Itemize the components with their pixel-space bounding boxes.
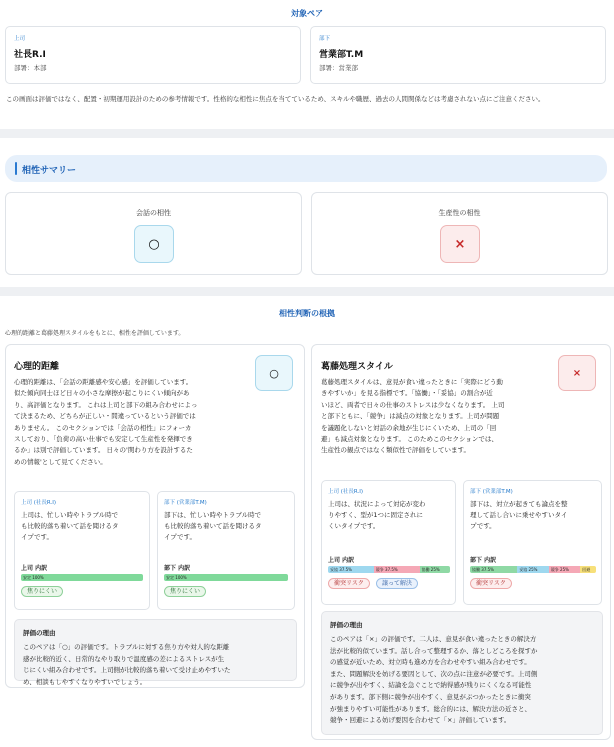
breakdown-segment: 回避 — [580, 566, 596, 573]
circle-mark-icon: ○ — [134, 225, 174, 263]
conflict-boss-breakdown-label: 上司 内訳 — [328, 557, 355, 564]
basis-subtitle: 心理的距離と葛藤処理スタイルをもとに、相性を評価しています。 — [5, 330, 185, 337]
circle-mark-icon: ○ — [255, 355, 293, 391]
subordinate-dept: 部署：営業部 — [319, 64, 358, 72]
conflict-boss-breakdown-bar — [328, 566, 450, 573]
cross-mark-icon: × — [558, 355, 596, 391]
summary-label-productivity: 生産性の相性 — [438, 209, 481, 217]
psych-distance-title: 心理的距離 — [14, 362, 60, 372]
boss-role-label: 上司 — [14, 36, 26, 42]
summary-accent-bar — [15, 162, 17, 175]
conflict-boss-tag-yield: 譲って解決 — [376, 578, 418, 589]
section-divider — [0, 129, 614, 138]
conflict-style-description: 葛藤処理スタイルは、意見が食い違ったときに「実際にどう動 きやすいか」を見る指標です。「協働」・「妥協」の割合が近 いほど、両者で日々の仕事のストレスは少なくなります。 上司 と部下ともに、「競争」は減点の対象となります。上司が問題 を議題化しないと対話の余地が生じにくいため、上司の「回 避」も減点対象となります。 このためこのセクションでは、 生産性の観点ではなく類似性で評価をしています。 — [321, 378, 505, 455]
summary-card-productivity — [311, 192, 608, 275]
summary-card-conversation — [5, 192, 302, 275]
breakdown-segment: 競争 25% — [549, 566, 581, 573]
section-divider — [0, 287, 614, 296]
conflict-subordinate-breakdown-label: 部下 内訳 — [470, 557, 497, 564]
conflict-style-panel — [311, 344, 611, 740]
breakdown-segment: 安定 100% — [21, 574, 143, 581]
disclaimer-note: この画面は評価ではなく、配置・初期運用設計のための参考情報です。性格的な相性に焦点を当てているため、スキルや職歴、過去の人間関係などは考慮されない点にご注意ください。 — [6, 95, 545, 103]
breakdown-segment: 妥協 25% — [517, 566, 549, 573]
conflict-boss-card — [321, 480, 456, 605]
boss-dept: 部署：本部 — [14, 64, 47, 72]
psych-subordinate-label: 部下 (営業部T.M) — [164, 500, 207, 506]
psych-subordinate-breakdown-label: 部下 内訳 — [164, 565, 191, 572]
psych-eval-title: 評価の理由 — [23, 629, 56, 637]
psych-boss-text: 上司は、忙しい時やトラブル時で も比較的落ち着いて話を聞けるタ イプです。 — [21, 511, 119, 542]
breakdown-segment: 協働 37.5% — [470, 566, 517, 573]
conflict-eval-body: このペアは「×」の評価です。二人は、意見が食い違ったときの解決方 法が比較的似ています。話し合って整理するか、落としどころを探すか の感覚が近いため、対立時も進め方を合わせやすい組み合わせです。 また、問題解決を妨げる要因として、次の点に注意が必要です。上司側 に競争が出やすく、結論を急ぐことで納得感が残りにくくなる可能性 があります。部下側に競争が出やすく、意見がぶつかったときに衝突 が強まりやすい可能性があります。総合的には、解決方法の近さと、 競争・回避による妨げ要因を合わせて「×」評価しています。 — [330, 635, 538, 725]
subordinate-role-label: 部下 — [319, 36, 331, 42]
psych-boss-label: 上司 (社長R.I) — [21, 500, 57, 506]
conflict-style-title: 葛藤処理スタイル — [321, 362, 393, 372]
pair-section-title: 対象ペア — [291, 9, 323, 18]
boss-card — [5, 26, 301, 84]
conflict-boss-tag-risk: 衝突リスク — [328, 578, 370, 589]
breakdown-segment: 競争 37.5% — [374, 566, 420, 573]
psych-subordinate-text: 部下は、忙しい時やトラブル時で も比較的落ち着いて話を聞けるタ イプです。 — [164, 511, 262, 542]
conflict-subordinate-card — [463, 480, 602, 605]
subordinate-card — [310, 26, 606, 84]
subordinate-name: 営業部T.M — [319, 50, 364, 60]
summary-label-conversation: 会話の相性 — [136, 209, 171, 217]
psych-boss-tag: 焦りにくい — [21, 586, 63, 597]
conflict-boss-text: 上司は、状況によって対応が変わ りやすく、型が1つに固定されに くいタイプです。 — [328, 500, 426, 531]
conflict-boss-label: 上司 (社長R.I) — [328, 489, 364, 495]
conflict-subordinate-text: 部下は、対立が起きても論点を整 理して話し合いに乗せやすいタイ プです。 — [470, 500, 568, 531]
psych-subordinate-breakdown-bar — [164, 574, 288, 581]
cross-mark-icon: × — [440, 225, 480, 263]
psych-boss-card — [14, 491, 150, 610]
breakdown-segment: 妥協 37.5% — [328, 566, 374, 573]
psych-eval-body: このペアは「○」の評価です。トラブルに対する焦り方や対人的な距離 感が比較的近く、日常的なやり取りで温度感の差によるストレスが生 じにくい組み合わせです。上司側が比較的落ち着いて受け止めやすいた め、相談もしやすくなりやすいでしょう。 — [23, 643, 231, 686]
conflict-subordinate-label: 部下 (営業部T.M) — [470, 489, 513, 495]
conflict-subordinate-tag-risk: 衝突リスク — [470, 578, 512, 589]
psych-subordinate-tag: 焦りにくい — [164, 586, 206, 597]
breakdown-segment: 協働 25% — [420, 566, 451, 573]
basis-section-title: 相性判断の根拠 — [279, 309, 335, 318]
boss-name: 社長R.I — [14, 50, 46, 60]
summary-header — [5, 155, 607, 182]
psych-boss-breakdown-bar — [21, 574, 143, 581]
breakdown-segment: 安定 100% — [164, 574, 288, 581]
psych-distance-panel — [5, 344, 305, 688]
psych-distance-description: 心理的距離は、「会話の距離感や安心感」を評価しています。 似た傾向同士ほど日々の小さな摩擦が起こりにくい傾向があ り、高評価となります。 これは上司と部下の組み合わせによっ て決まるため、どちらが正しい・間違っているという評価では ありません。 このセクションでは「会話の相性」にフォーカ スしており、「負荷の高い仕事でも安定して生産性を発揮でき るか」は別で評価しています。 日々の'関わり方を設計するた めの情報'として見てください。 — [14, 378, 198, 466]
conflict-subordinate-breakdown-bar — [470, 566, 596, 573]
psych-boss-breakdown-label: 上司 内訳 — [21, 565, 48, 572]
psych-eval-box — [14, 619, 297, 686]
conflict-eval-box — [321, 611, 603, 735]
psych-subordinate-card — [157, 491, 295, 610]
conflict-eval-title: 評価の理由 — [330, 621, 363, 629]
summary-title: 相性サマリー — [22, 166, 77, 176]
